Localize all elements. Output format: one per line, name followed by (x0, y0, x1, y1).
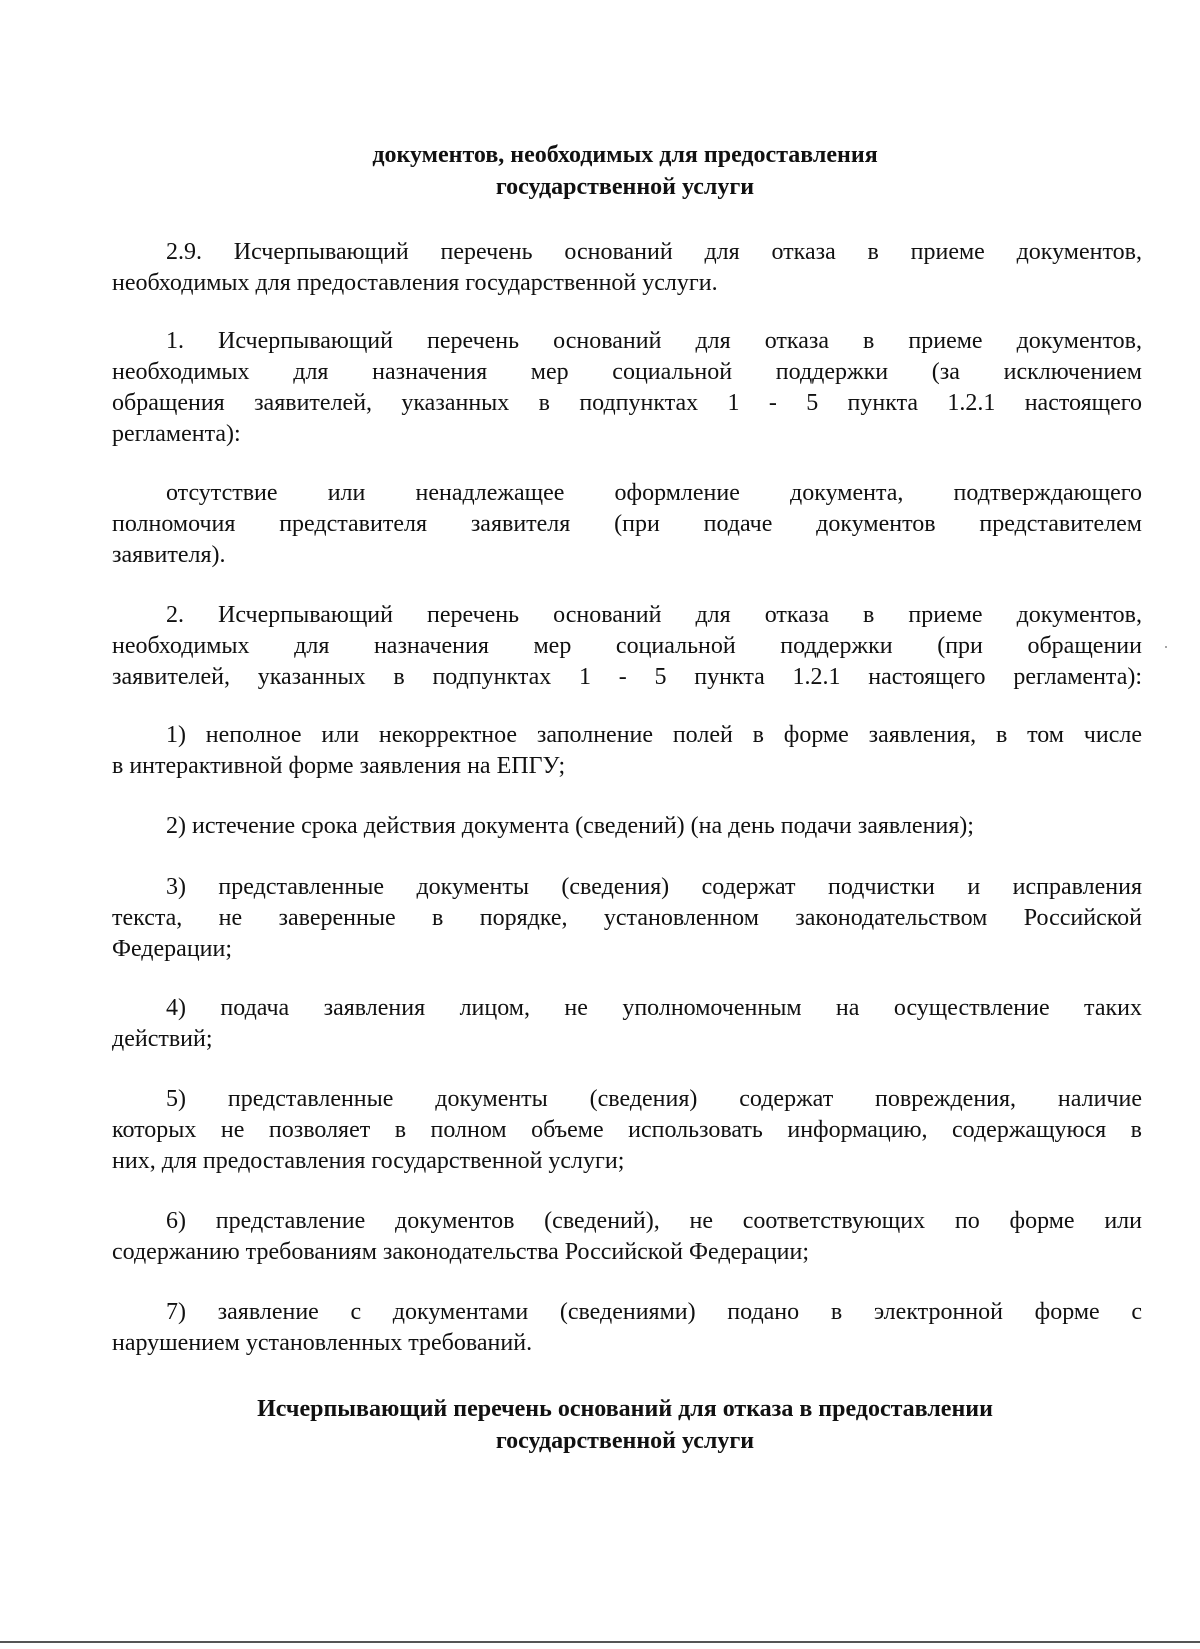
text-line: нарушением установленных требований. (112, 1330, 533, 1356)
paragraph-item-1 (112, 326, 1142, 450)
text-line: обращения заявителей, указанных в подпунктах 1 - 5 пункта 1.2.1 настоящего (112, 390, 1142, 416)
list-item-2 (112, 811, 1142, 842)
paragraph-item-2 (112, 600, 1142, 693)
paragraph-item-1-ground (112, 478, 1142, 571)
text-line: действий; (112, 1026, 213, 1052)
heading-line: государственной услуги (495, 1428, 755, 1454)
heading-line: документов, необходимых для предоставления (372, 142, 878, 168)
text-line: Федерации; (112, 936, 233, 962)
section-heading-bottom (110, 1393, 1140, 1457)
list-item-3 (112, 872, 1142, 965)
heading-line: государственной услуги (495, 174, 755, 200)
text-line: заявителей, указанных в подпунктах 1 - 5 пункта 1.2.1 настоящего регламента): (112, 664, 1142, 690)
list-item-6 (112, 1206, 1142, 1268)
text-line: текста, не заверенные в порядке, установленном законодательством Российской (112, 905, 1142, 931)
scan-edge-line (0, 1641, 1200, 1643)
text-line: 5) представленные документы (сведения) содержат повреждения, наличие (166, 1086, 1142, 1112)
text-line: 1. Исчерпывающий перечень оснований для отказа в приеме документов, (166, 328, 1142, 354)
text-line: 2.9. Исчерпывающий перечень оснований для отказа в приеме документов, (166, 239, 1142, 265)
text-line: необходимых для назначения мер социальной поддержки (при обращении (112, 633, 1142, 659)
section-heading-top (110, 139, 1140, 203)
text-line: отсутствие или ненадлежащее оформление документа, подтверждающего (166, 480, 1142, 506)
text-line: 2) истечение срока действия документа (сведений) (на день подачи заявления); (166, 813, 974, 839)
text-line: 3) представленные документы (сведения) содержат подчистки и исправления (166, 874, 1142, 900)
text-line: полномочия представителя заявителя (при подаче документов представителем (112, 511, 1142, 537)
text-line: заявителя). (112, 542, 226, 568)
text-line: 1) неполное или некорректное заполнение полей в форме заявления, в том числе (166, 722, 1142, 748)
list-item-7 (112, 1297, 1142, 1359)
text-line: регламента): (112, 421, 241, 447)
text-line: 6) представление документов (сведений), не соответствующих по форме или (166, 1208, 1142, 1234)
list-item-1 (112, 720, 1142, 782)
text-line: содержанию требованиям законодательства Российской Федерации; (112, 1239, 810, 1265)
text-line: в интерактивной форме заявления на ЕПГУ; (112, 753, 566, 779)
text-line: которых не позволяет в полном объеме использовать информацию, содержащуюся в (112, 1117, 1142, 1143)
text-line: необходимых для предоставления государственной услуги. (112, 270, 718, 296)
heading-line: Исчерпывающий перечень оснований для отказа в предоставлении (257, 1396, 993, 1422)
text-line: необходимых для назначения мер социальной поддержки (за исключением (112, 359, 1142, 385)
paragraph-2-9 (112, 237, 1142, 299)
text-line: них, для предоставления государственной услуги; (112, 1148, 625, 1174)
text-line: 7) заявление с документами (сведениями) подано в электронной форме с (166, 1299, 1142, 1325)
text-line: 4) подача заявления лицом, не уполномоченным на осуществление таких (166, 995, 1142, 1021)
text-line: 2. Исчерпывающий перечень оснований для отказа в приеме документов, (166, 602, 1142, 628)
list-item-4 (112, 993, 1142, 1055)
list-item-5 (112, 1084, 1142, 1177)
scan-speck (1165, 646, 1167, 648)
